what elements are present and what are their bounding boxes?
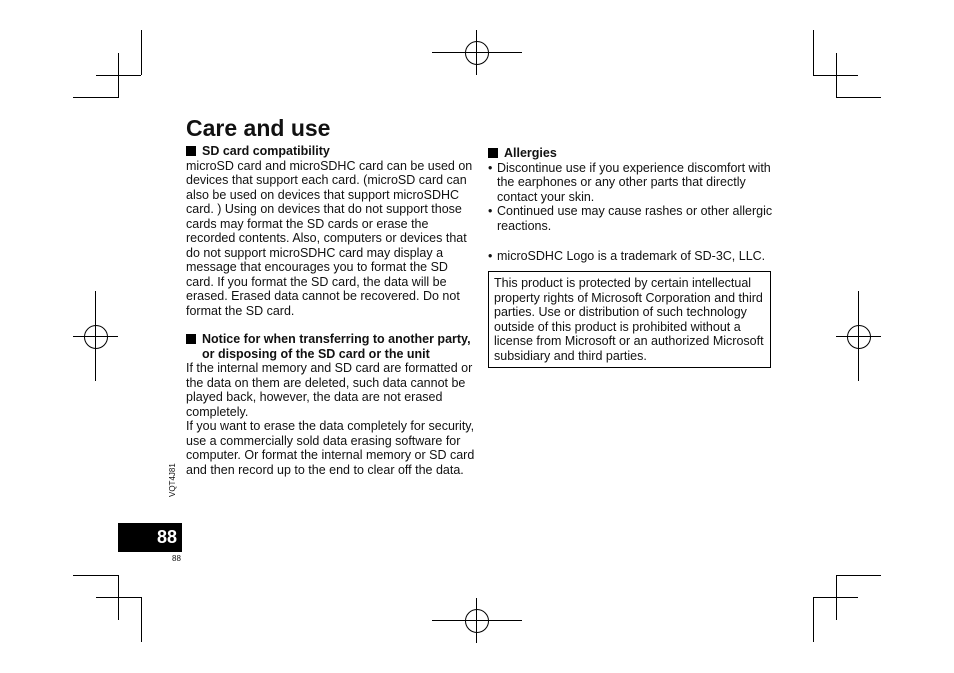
crop-mark (813, 30, 814, 75)
crop-mark (141, 30, 142, 75)
section-heading-sd-card: SD card compatibility (186, 144, 476, 159)
notice-paragraph-2: If you want to erase the data completely for security, use a commercially sold data erasing software for computer. Or format the internal memory or SD card and then record up to the end to clear off the data. (186, 419, 475, 477)
microsoft-notice-box: This product is protected by certain intellectual property rights of Microsoft Corporation and third parties. Use or distribution of such technology outside of this product is prohibited without a license from Microsoft or an authorized Microsoft subsidiary and third parties. (488, 271, 771, 368)
page-number-small: 88 (172, 554, 181, 563)
section-heading-allergies: Allergies (488, 146, 778, 161)
page-number-tab (118, 523, 182, 552)
square-bullet-icon (186, 146, 196, 156)
crop-mark (73, 575, 118, 576)
notice-paragraph-1: If the internal memory and SD card are formatted or the data on them are deleted, such data cannot be played back, however, the data are not erased completely. (186, 361, 473, 419)
crop-mark (96, 75, 141, 76)
crop-mark (813, 75, 858, 76)
trademark-list (488, 249, 778, 264)
square-bullet-icon (488, 148, 498, 158)
section-heading-notice-transfer: Notice for when transferring to another party, or disposing of the SD card or the unit (186, 332, 476, 361)
crop-mark (836, 97, 881, 98)
crop-mark (836, 575, 881, 576)
crop-mark (73, 97, 118, 98)
list-item: • Continued use may cause rashes or other allergic reactions. (488, 204, 778, 233)
sd-card-paragraph: microSD card and microSDHC card can be used on devices that support each card. (microSD card can also be used on devices that support microSDHC card. ) Using on devices that do not support those cards may format the SD cards or erase the recorded contents. Also, computers or devices that do not support microSDHC card may display a message that encourages you to format the SD card. If you format the SD card, the data will be erased. Erased data cannot be recovered. Do not format the SD card. (186, 158, 473, 318)
allergies-list (488, 161, 778, 234)
trademark-note: • microSDHC Logo is a trademark of SD-3C, LLC. (488, 249, 778, 264)
crop-mark (141, 597, 142, 642)
crop-mark (118, 575, 119, 620)
right-column (488, 146, 778, 264)
crop-mark (813, 597, 814, 642)
list-item: • Discontinue use if you experience discomfort with the earphones or any other parts that directly contact your skin. (488, 161, 778, 205)
left-column (186, 144, 476, 477)
crop-mark (836, 575, 837, 620)
square-bullet-icon (186, 334, 196, 344)
document-code: VQT4J81 (168, 463, 177, 497)
page-title: Care and use (186, 115, 331, 141)
page-number: 88 (156, 527, 177, 547)
